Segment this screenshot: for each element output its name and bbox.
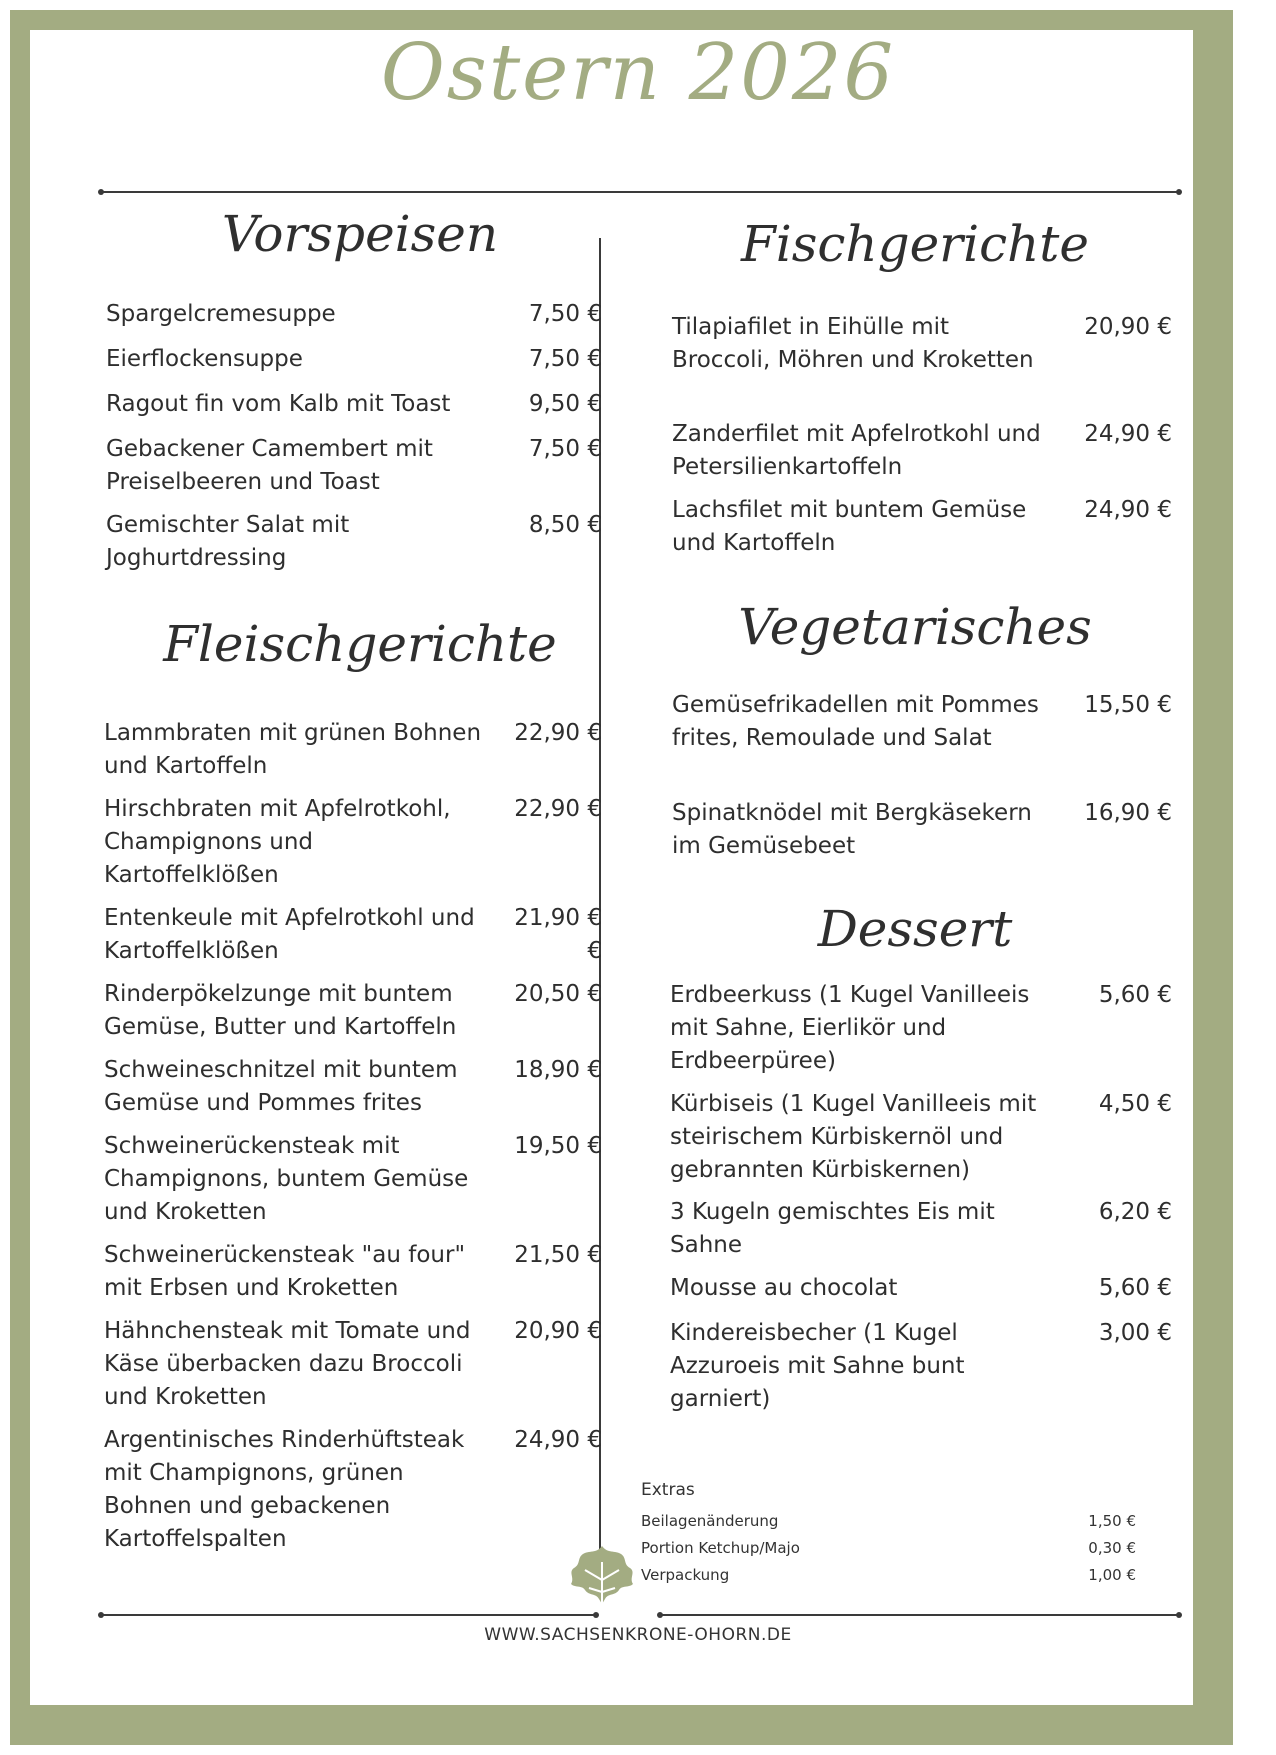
- menu-item-price: 15,50 €: [1084, 692, 1172, 718]
- menu-item-name: Kindereisbecher (1 Kugel Azzuroeis mit Sahne bunt garniert): [670, 1320, 965, 1412]
- menu-item: [104, 1424, 602, 1556]
- menu-item-price: 7,50 €: [528, 301, 602, 327]
- bottom-divider-left: [101, 1614, 596, 1616]
- menu-item-price: 4,50 €: [1098, 1091, 1172, 1117]
- menu-item-name: Schweinerückensteak mit Champignons, buntem Gemüse und Kroketten: [104, 1133, 469, 1225]
- menu-item: [106, 298, 602, 331]
- menu-item-name: Schweineschnitzel mit buntem Gemüse und Pommes frites: [104, 1057, 458, 1116]
- menu-item-price: 20,90 €: [514, 1318, 602, 1344]
- section-title-dessert: Dessert: [817, 900, 1013, 958]
- menu-item-name: Lammbraten mit grünen Bohnen und Kartoffeln: [104, 720, 482, 779]
- menu-item-price: 16,90 €: [1084, 800, 1172, 826]
- menu-item-name: Spargelcremesuppe: [106, 301, 336, 327]
- menu-item-name: Schweinerückensteak "au four" mit Erbsen und Kroketten: [104, 1242, 466, 1301]
- menu-item: [672, 311, 1172, 377]
- menu-item-price: 7,50 €: [528, 346, 602, 372]
- menu-item-name: Gemüsefrikadellen mit Pommes frites, Remoulade und Salat: [672, 692, 1039, 751]
- menu-item: [104, 1130, 602, 1229]
- extras-item-price: 1,00 €: [1088, 1566, 1136, 1584]
- menu-item-price: 7,50 €: [528, 436, 602, 462]
- section-title-fleischgerichte: Fleischgerichte: [163, 615, 557, 673]
- menu-item-name: Argentinisches Rinderhüftsteak mit Champignons, grünen Bohnen und gebackenen Kartoffelspalten: [104, 1427, 465, 1552]
- extras-item: [641, 1538, 1136, 1558]
- extras-item-name: Portion Ketchup/Majo: [641, 1539, 800, 1557]
- menu-item: [104, 1054, 602, 1120]
- extras-item-price: 1,50 €: [1088, 1512, 1136, 1530]
- top-divider: [101, 191, 1179, 193]
- menu-item: [672, 494, 1172, 560]
- menu-item-name: Lachsfilet mit buntem Gemüse und Kartoffeln: [672, 497, 1027, 556]
- menu-item: [672, 689, 1172, 755]
- menu-item-price: 24,90 €: [514, 1427, 602, 1453]
- extras-item: [641, 1511, 1136, 1531]
- website-url[interactable]: WWW.SACHSENKRONE-OHORN.DE: [484, 1625, 792, 1645]
- section-title-fischgerichte: Fischgerichte: [741, 215, 1089, 273]
- menu-item-name: Gemischter Salat mit Joghurtdressing: [106, 512, 350, 571]
- menu-item: [670, 1272, 1172, 1305]
- menu-item-name: Erdbeerkuss (1 Kugel Vanilleeis mit Sahne, Eierlikör und Erdbeerpüree): [670, 982, 1030, 1074]
- menu-item-name: Eierflockensuppe: [106, 346, 303, 372]
- menu-item: [670, 979, 1172, 1078]
- menu-item-name: Ragout fin vom Kalb mit Toast: [106, 391, 451, 417]
- menu-item: [106, 433, 602, 499]
- menu-item-price: 24,90 €: [1084, 421, 1172, 447]
- menu-item-price: 5,60 €: [1098, 1275, 1172, 1301]
- menu-item-price: 8,50 €: [528, 512, 602, 538]
- menu-item: [672, 418, 1172, 484]
- menu-item-price: 22,90 €: [514, 796, 602, 822]
- menu-item-name: Rinderpökelzunge mit buntem Gemüse, Butter und Kartoffeln: [104, 981, 457, 1040]
- menu-item-price: 22,90 €: [514, 720, 602, 746]
- menu-item-price: 21,50 €: [514, 1242, 602, 1268]
- menu-item-price: 21,90 € €: [514, 905, 602, 964]
- menu-item-price: 20,90 €: [1084, 314, 1172, 340]
- menu-item-name: Zanderfilet mit Apfelrotkohl und Petersilienkartoffeln: [672, 421, 1041, 480]
- menu-item-price: 5,60 €: [1098, 982, 1172, 1008]
- menu-item: [104, 1315, 602, 1414]
- menu-item-name: 3 Kugeln gemischtes Eis mit Sahne: [670, 1199, 995, 1258]
- menu-item-price: 18,90 €: [514, 1057, 602, 1083]
- menu-item-price: 19,50 €: [514, 1133, 602, 1159]
- menu-item: [672, 797, 1172, 863]
- extras-item-name: Beilagenänderung: [641, 1512, 779, 1530]
- menu-item-name: Kürbiseis (1 Kugel Vanilleeis mit steirischem Kürbiskernöl und gebrannten Kürbiskernen): [670, 1091, 1037, 1183]
- extras-item-price: 0,30 €: [1088, 1539, 1136, 1557]
- menu-item: [106, 509, 602, 575]
- menu-item-name: Tilapiafilet in Eihülle mit Broccoli, Möhren und Kroketten: [672, 314, 1034, 373]
- menu-item: [104, 902, 602, 968]
- menu-item-name: Entenkeule mit Apfelrotkohl und Kartoffelklößen: [104, 905, 475, 964]
- section-title-vegetarisches: Vegetarisches: [738, 598, 1092, 656]
- extras-item-name: Verpackung: [641, 1566, 730, 1584]
- menu-item-name: Hirschbraten mit Apfelrotkohl, Champignons und Kartoffelklößen: [104, 796, 451, 888]
- section-title-vorspeisen: Vorspeisen: [221, 205, 499, 263]
- menu-item: [670, 1317, 1172, 1416]
- menu-item: [104, 978, 602, 1044]
- page-title: Ostern 2026: [380, 28, 896, 118]
- grape-leaf-icon: [565, 1540, 639, 1606]
- menu-item: [670, 1088, 1172, 1187]
- menu-item-price: 24,90 €: [1084, 497, 1172, 523]
- menu-item-name: Gebackener Camembert mit Preiselbeeren und Toast: [106, 436, 433, 495]
- menu-item-name: Mousse au chocolat: [670, 1275, 898, 1301]
- menu-item-name: Spinatknödel mit Bergkäsekern im Gemüsebeet: [672, 800, 1032, 859]
- menu-item-name: Hähnchensteak mit Tomate und Käse überbacken dazu Broccoli und Kroketten: [104, 1318, 471, 1410]
- menu-item: [106, 343, 602, 376]
- menu-item-price: 20,50 €: [514, 981, 602, 1007]
- menu-item: [670, 1196, 1172, 1262]
- menu-item-price: 9,50 €: [528, 391, 602, 417]
- menu-item: [104, 717, 602, 783]
- menu-item: [104, 1239, 602, 1305]
- extras-title: Extras: [641, 1480, 695, 1500]
- menu-item: [106, 388, 602, 421]
- menu-item: [104, 793, 602, 892]
- menu-item-price: 6,20 €: [1098, 1199, 1172, 1225]
- extras-item: [641, 1565, 1136, 1585]
- menu-item-price: 3,00 €: [1098, 1320, 1172, 1346]
- bottom-divider-right: [660, 1614, 1179, 1616]
